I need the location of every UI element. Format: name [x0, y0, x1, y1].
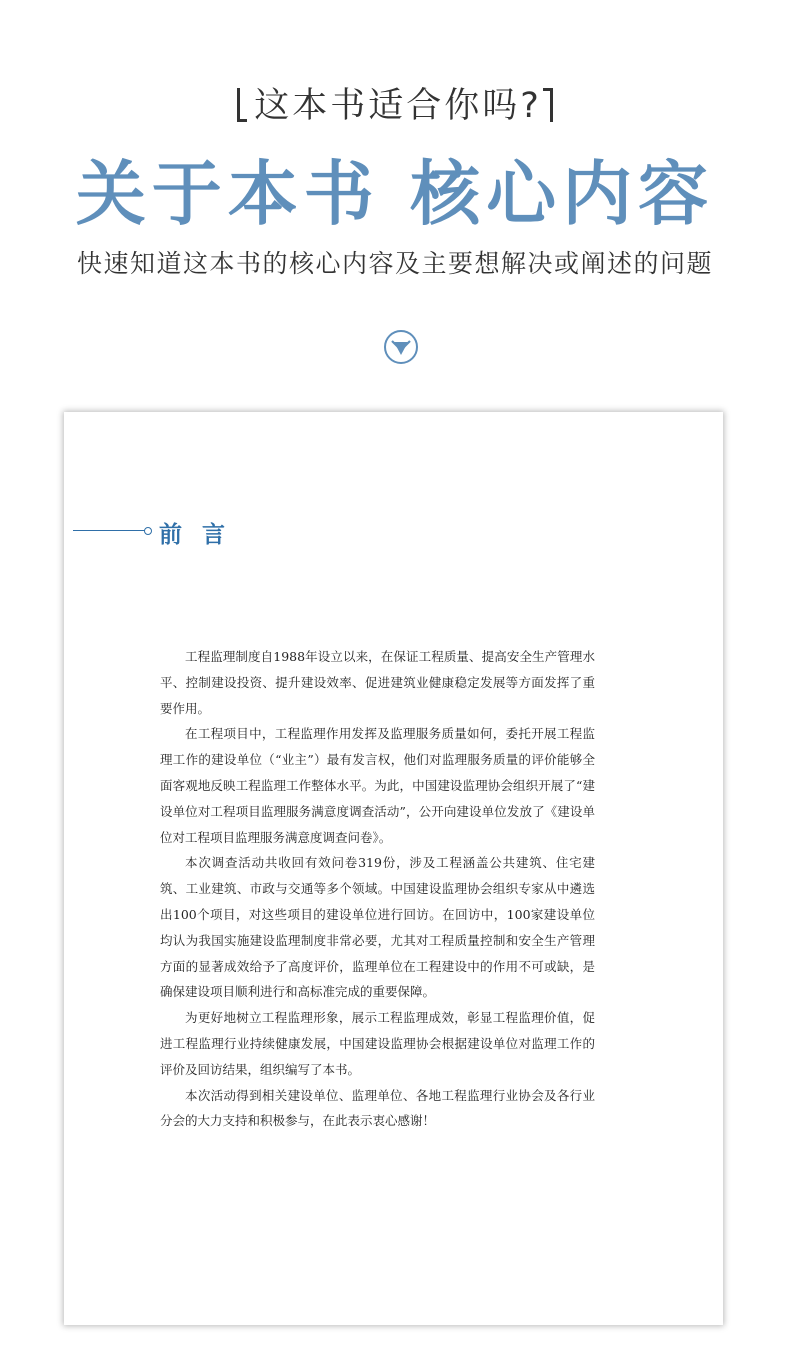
- preface-body: [160, 644, 595, 1134]
- paragraph: 为更好地树立工程监理形象，展示工程监理成效，彰显工程监理价值，促进工程监理行业持续健康发展，中国建设监理协会根据建设单位对监理工作的评价及回访结果，组织编写了本书。: [160, 1010, 595, 1077]
- paragraph: 本次活动得到相关建设单位、监理单位、各地工程监理行业协会及各行业分会的大力支持和积极参与，在此表示衷心感谢！: [160, 1087, 595, 1129]
- section-title: 前言: [159, 522, 245, 548]
- paragraph: 工程监理制度自1988年设立以来，在保证工程质量、提高安全生产管理水平、控制建设投资、提升建设效率、促进建筑业健康稳定发展等方面发挥了重要作用。: [160, 649, 595, 716]
- section-rule: [73, 530, 145, 531]
- eyebrow-text: 这本书适合你吗?: [254, 86, 542, 126]
- paragraph: 在工程项目中，工程监理作用发挥及监理服务质量如何，委托开展工程监理工作的建设单位（“业主”）最有发言权，他们对监理服务质量的评价能够全面客观地反映工程监理工作整体水平。为此，中国建设监理协会组织开展了“建设单位对工程项目监理服务满意度调查活动”，公开向建设单位发放了《建设单位对工程项目监理服务满意度调查问卷》。: [160, 726, 595, 845]
- eyebrow-title: [0, 78, 790, 128]
- headline: 关于本书 核心内容: [75, 152, 715, 235]
- paragraph: 本次调查活动共收回有效问卷319份，涉及工程涵盖公共建筑、住宅建筑、工业建筑、市政与交通等多个领域。中国建设监理协会组织专家从中遴选出100个项目，对这些项目的建设单位进行回访。在回访中，100家建设单位均认为我国实施建设监理制度非常必要，尤其对工程质量控制和安全生产管理方面的显著成效给予了高度评价，监理单位在工程建设中的作用不可或缺，是确保建设项目顺利进行和高标准完成的重要保障。: [160, 855, 595, 1000]
- page-header: [0, 0, 790, 400]
- section-rule-dot-icon: [144, 527, 152, 535]
- chevron-down-circle-icon[interactable]: [383, 329, 419, 365]
- right-bracket-icon: [550, 88, 553, 122]
- left-bracket-icon: [237, 88, 240, 122]
- subheadline: 快速知道这本书的核心内容及主要想解决或阐述的问题: [76, 249, 713, 278]
- document-page: [64, 412, 723, 1325]
